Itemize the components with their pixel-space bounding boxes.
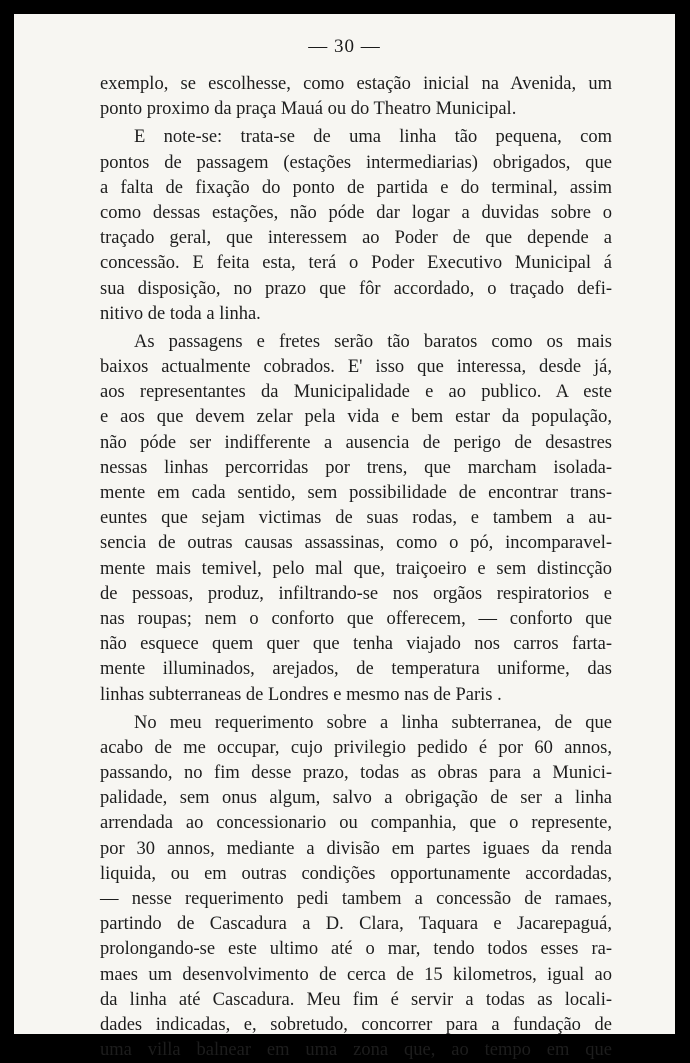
text-line: de pessoas, produz, infiltrando-se nos orgãos respiratorios e bbox=[100, 583, 612, 604]
text-line: pontos de passagem (estações intermediarias) obrigados, que bbox=[100, 152, 612, 173]
text-line: nessas linhas percorridas por trens, que marcham isolada- bbox=[100, 457, 612, 478]
text-line: euntes que sejam victimas de suas rodas, e tambem a au- bbox=[100, 508, 612, 529]
text-line: traçado geral, que interessem ao Poder de que depende a bbox=[100, 228, 612, 249]
text-line: liquida, ou em outras condições opportunamente accordadas, bbox=[100, 863, 612, 884]
paragraph bbox=[100, 330, 612, 708]
text-line: mente em cada sentido, sem possibilidade de encontrar trans- bbox=[100, 483, 612, 503]
text-line: por 30 annos, mediante a divisão em partes iguaes da renda bbox=[100, 838, 612, 859]
text-line: mente mais temivel, pelo mal que, traiçoeiro e sem distincção bbox=[100, 558, 612, 579]
text-line: dades indicadas, e, sobretudo, concorrer para a fundação de bbox=[100, 1014, 612, 1035]
paragraph bbox=[100, 125, 612, 327]
text-line: acabo de me occupar, cujo privilegio pedido é por 60 annos, bbox=[100, 737, 612, 758]
text-line: nas roupas; nem o conforto que offerecem, — conforto que bbox=[100, 608, 612, 629]
text-line: prolongando-se este ultimo até o mar, tendo todos esses ra- bbox=[100, 939, 612, 960]
page-number: — 30 — bbox=[308, 36, 381, 57]
text-line: sencia de outras causas assassinas, como o pó, incomparavel- bbox=[100, 533, 612, 554]
body-text bbox=[100, 72, 612, 1063]
text-line: maes um desenvolvimento de cerca de 15 kilometros, igual ao bbox=[100, 964, 612, 985]
text-line: As passagens e fretes serão tão baratos como os mais bbox=[134, 331, 612, 352]
text-line: E note-se: trata-se de uma linha tão pequena, com bbox=[134, 127, 612, 148]
text-line: não póde ser indifferente a ausencia de perigo de desastres bbox=[100, 432, 612, 453]
text-line: baixos actualmente cobrados. E' isso que interessa, desde já, bbox=[100, 357, 612, 378]
text-line: a falta de fixação do ponto de partida e do terminal, assim bbox=[100, 177, 612, 198]
text-line: mente illuminados, arejados, de temperatura uniforme, das bbox=[100, 659, 612, 680]
text-line: partindo de Cascadura a D. Clara, Taquara e Jacarepaguá, bbox=[100, 914, 612, 935]
text-line: No meu requerimento sobre a linha subterranea, de que bbox=[134, 712, 612, 733]
text-line: exemplo, se escolhesse, como estação inicial na Avenida, um bbox=[100, 74, 612, 94]
text-line: nitivo de toda a linha. bbox=[100, 303, 261, 324]
text-line: — nesse requerimento pedi tambem a concessão de ramaes, bbox=[100, 889, 612, 909]
text-line: passando, no fim desse prazo, todas as obras para a Munici- bbox=[100, 763, 612, 784]
text-line: arrendada ao concessionario ou companhia, que o represente, bbox=[100, 813, 612, 834]
book-page bbox=[14, 14, 675, 1061]
text-line: concessão. E feita esta, terá o Poder Executivo Municipal á bbox=[100, 253, 612, 274]
text-line: e aos que devem zelar pela vida e bem estar da população, bbox=[100, 407, 612, 428]
text-line: aos representantes da Municipalidade e ao publico. A este bbox=[100, 382, 612, 403]
text-line: sua disposição, no prazo que fôr accordado, o traçado defi- bbox=[100, 278, 612, 299]
text-line: da linha até Cascadura. Meu fim é servir a todas as locali- bbox=[100, 989, 612, 1010]
text-line: como dessas estações, não póde dar logar a duvidas sobre o bbox=[100, 202, 612, 223]
text-line: uma villa balnear em uma zona que, ao tempo em que bbox=[100, 1040, 612, 1061]
text-line: não esquece quem quer que tenha viajado nos carros farta- bbox=[100, 634, 612, 655]
text-line: palidade, sem onus algum, salvo a obrigação de ser a linha bbox=[100, 788, 612, 809]
text-line: linhas subterraneas de Londres e mesmo nas de Paris . bbox=[100, 684, 502, 705]
text-line: ponto proximo da praça Mauá ou do Theatro Municipal. bbox=[100, 99, 517, 120]
paragraph bbox=[100, 711, 612, 1063]
paragraph bbox=[100, 72, 612, 122]
